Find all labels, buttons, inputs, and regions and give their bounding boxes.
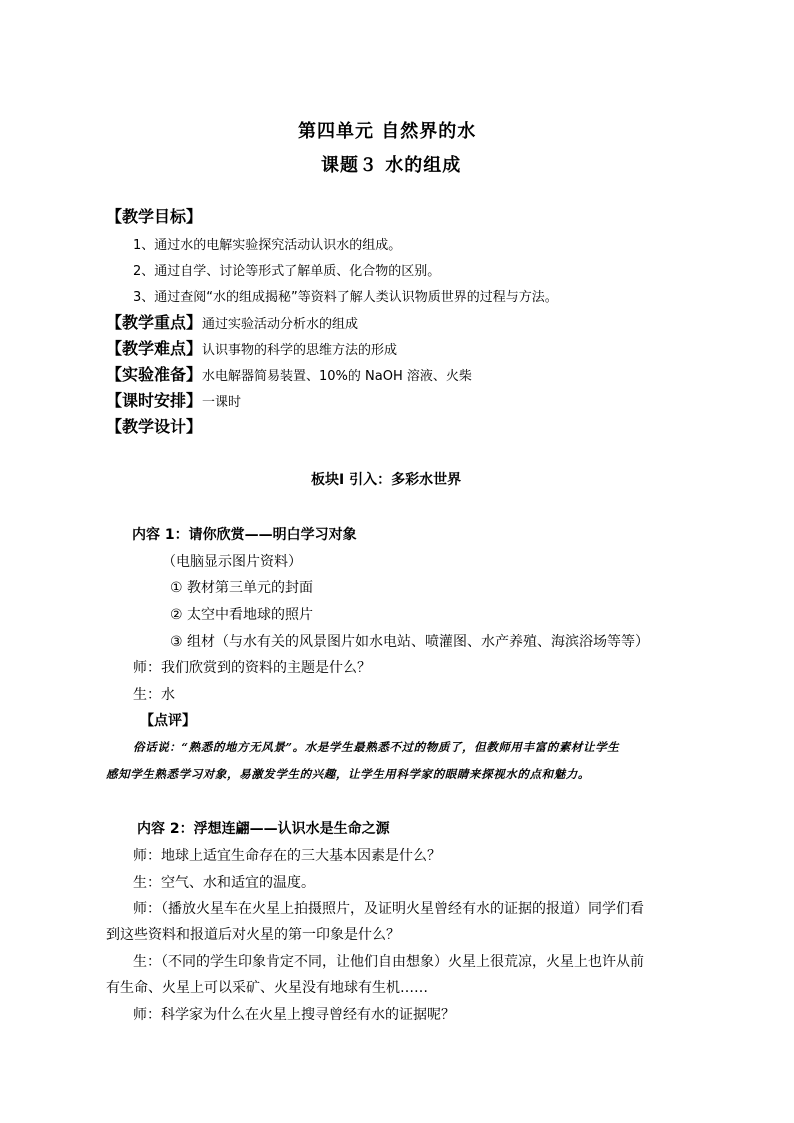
difficulty-row xyxy=(106,336,397,359)
schedule-text: 一课时 xyxy=(202,395,242,410)
difficulty-text: 认识事物的科学的思维方法的形成 xyxy=(202,343,398,358)
difficulty-label: 【教学难点】 xyxy=(106,339,203,358)
teacher-question: 师：我们欣赏到的资料的主题是什么？ xyxy=(133,660,371,676)
content1-heading: 内容 1：请你欣赏——明白学习对象 xyxy=(132,527,357,543)
objective-item: 1、通过水的电解实验探究活动认识水的组成。 xyxy=(133,238,402,253)
content1-note: （电脑显示图片资料） xyxy=(162,554,302,570)
content1-item: ③ 组材（与水有关的风景图片如水电站、喷灌图、水产养殖、海滨浴场等等） xyxy=(170,634,649,650)
prep-row xyxy=(106,362,472,385)
design-heading: 【教学设计】 xyxy=(106,417,203,436)
content1-item: ① 教材第三单元的封面 xyxy=(170,580,314,596)
objective-item: 2、通过自学、讨论等形式了解单质、化合物的区别。 xyxy=(133,264,441,279)
comment-line: 感知学生熟悉学习对象，易激发学生的兴趣，让学生用科学家的眼睛来探视水的点和魅力。 xyxy=(106,767,590,781)
schedule-label: 【课时安排】 xyxy=(106,391,203,410)
content2-line: 生：空气、水和适宜的温度。 xyxy=(133,875,315,891)
schedule-row xyxy=(106,388,241,411)
content2-line: 到这些资料和报道后对火星的第一印象是什么？ xyxy=(106,927,400,943)
objective-item: 3、通过查阅“水的组成揭秘”等资料了解人类认识物质世界的过程与方法。 xyxy=(133,290,558,305)
unit-title: 第四单元 自然界的水 xyxy=(298,121,477,142)
content2-line: 师：地球上适宜生命存在的三大基本因素是什么？ xyxy=(133,848,441,864)
content1-item: ② 太空中看地球的照片 xyxy=(170,607,314,623)
key-point-row xyxy=(106,310,358,333)
student-answer: 生：水 xyxy=(133,687,175,703)
comment-label: 【点评】 xyxy=(140,713,196,729)
objectives-heading: 【教学目标】 xyxy=(106,207,203,226)
block1-title: 板块Ⅰ 引入：多彩水世界 xyxy=(311,472,462,488)
content2-line: 师：（播放火星车在火星上拍摄照片，及证明火星曾经有水的证据的报道）同学们看 xyxy=(133,901,644,917)
key-point-label: 【教学重点】 xyxy=(106,313,203,332)
prep-label: 【实验准备】 xyxy=(106,365,203,384)
lesson-title: 课题３ 水的组成 xyxy=(321,155,462,176)
key-point-text: 通过实验活动分析水的组成 xyxy=(202,317,359,332)
content2-line: 有生命、火星上可以采矿、火星没有地球有生机…… xyxy=(106,980,428,996)
content2-line: 师：科学家为什么在火星上搜寻曾经有水的证据呢？ xyxy=(133,1007,455,1023)
prep-text: 水电解器简易装置、10%的 NaOH 溶液、火柴 xyxy=(202,369,472,384)
content2-line: 生：（不同的学生印象肯定不同，让他们自由想象）火星上很荒凉，火星上也许从前 xyxy=(133,954,644,970)
comment-line: 俗话说：“熟悉的地方无风景”。水是学生最熟悉不过的物质了，但教师用丰富的素材让学生 xyxy=(133,740,620,754)
content2-heading: 内容 2：浮想连翩——认识水是生命之源 xyxy=(137,821,390,837)
